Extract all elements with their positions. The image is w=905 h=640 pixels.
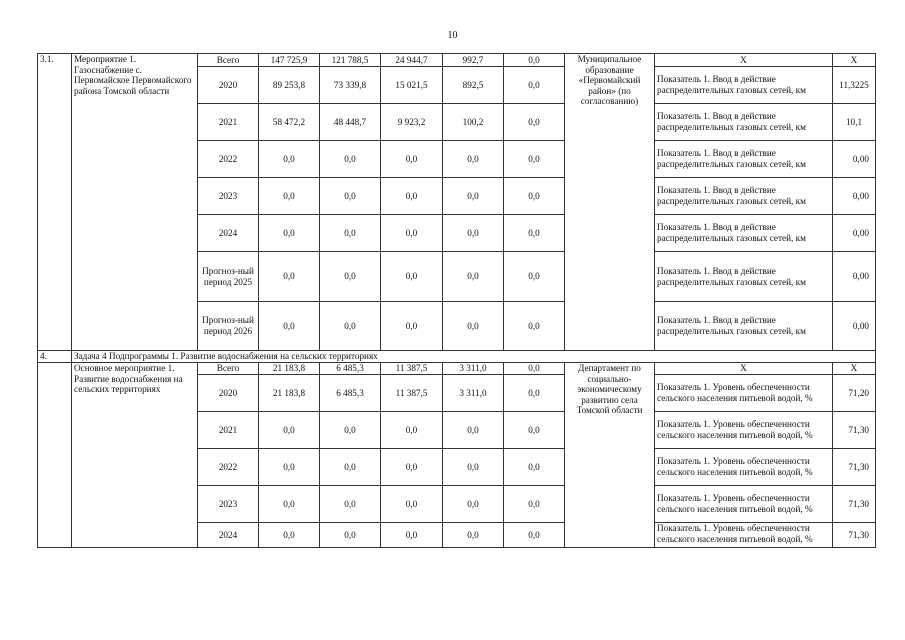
funding-cell: 0,0 (504, 486, 565, 523)
funding-cell: 0,0 (504, 412, 565, 449)
activity-name: Мероприятие 1. Газоснабжение с. Первомайское Первомайского района Томской области (72, 54, 198, 351)
indicator-value: 0,00 (833, 141, 876, 178)
funding-cell: 0,0 (320, 252, 381, 302)
funding-cell: 0,0 (504, 67, 565, 104)
funding-cell: 0,0 (443, 302, 504, 351)
funding-cell: 0,0 (443, 412, 504, 449)
activity-name: Основное мероприятие 1. Развитие водоснабжения на сельских территориях (72, 363, 198, 548)
total-cell: 0,0 (259, 178, 320, 215)
year-cell: 2023 (198, 486, 259, 523)
funding-cell: 0,0 (320, 486, 381, 523)
indicator-value: 71,30 (833, 449, 876, 486)
indicator-cell: Показатель 1. Уровень обеспеченности сельского населения питьевой водой, % (655, 375, 833, 412)
funding-cell: 0,0 (381, 449, 443, 486)
indicator-cell: Показатель 1. Уровень обеспеченности сельского населения питьевой водой, % (655, 449, 833, 486)
funding-cell: 0,0 (381, 486, 443, 523)
funding-cell: 0,0 (504, 215, 565, 252)
indicator-value: 0,00 (833, 215, 876, 252)
indicator-cell (655, 523, 833, 548)
indicator-value: 10,1 (833, 104, 876, 141)
funding-cell: 0,0 (504, 104, 565, 141)
funding-cell: 3 311,0 (443, 375, 504, 412)
indicator-cell: Показатель 1. Ввод в действие распределительных газовых сетей, км (655, 67, 833, 104)
funding-cell: 0,0 (381, 302, 443, 351)
funding-cell: 0,0 (320, 449, 381, 486)
year-cell: 2021 (198, 104, 259, 141)
year-cell: 2020 (198, 67, 259, 104)
total-cell: 0,0 (259, 449, 320, 486)
value-header: Х (833, 54, 876, 67)
funding-cell: 0,0 (443, 215, 504, 252)
funding-cell: 0,0 (320, 412, 381, 449)
funding-cell: 9 923,2 (381, 104, 443, 141)
funding-cell: 0,0 (320, 215, 381, 252)
total-cell: 147 725,9 (259, 54, 320, 67)
indicator-cell: Показатель 1. Уровень обеспеченности сельского населения питьевой водой, % (655, 486, 833, 523)
funding-cell: 0,0 (504, 178, 565, 215)
total-cell: 0,0 (259, 215, 320, 252)
funding-cell: 3 311,0 (443, 363, 504, 375)
year-cell: Всего (198, 363, 259, 375)
funding-cell: 11 387,5 (381, 363, 443, 375)
indicator-text: Показатель 1. Уровень обеспеченности сельского населения питьевой водой, % (657, 523, 813, 544)
funding-cell: 0,0 (443, 141, 504, 178)
year-cell: Прогноз-ный период 2025 (198, 252, 259, 302)
table-row (38, 351, 876, 363)
funding-cell: 0,0 (443, 523, 504, 548)
indicator-cell: Показатель 1. Ввод в действие распределительных газовых сетей, км (655, 178, 833, 215)
funding-cell: 0,0 (381, 178, 443, 215)
total-cell: 0,0 (259, 486, 320, 523)
year-cell: 2022 (198, 449, 259, 486)
row-number: 3.1. (38, 54, 72, 351)
executor-name: Муниципальное образование «Первомайский район» (по согласованию) (565, 54, 655, 351)
year-cell: Прогноз-ный период 2026 (198, 302, 259, 351)
indicator-value: 71,20 (833, 375, 876, 412)
funding-cell: 0,0 (381, 523, 443, 548)
task-number: 4. (38, 351, 72, 363)
year-cell: 2024 (198, 523, 259, 548)
funding-cell: 0,0 (504, 54, 565, 67)
indicator-value: 71,30 (833, 486, 876, 523)
year-cell: 2022 (198, 141, 259, 178)
funding-cell: 0,0 (320, 178, 381, 215)
indicator-value: 71,30 (833, 523, 876, 548)
funding-cell: 0,0 (504, 449, 565, 486)
row-number-empty (38, 363, 72, 548)
funding-cell: 11 387,5 (381, 375, 443, 412)
year-cell: 2023 (198, 178, 259, 215)
funding-cell: 0,0 (443, 178, 504, 215)
funding-cell: 73 339,8 (320, 67, 381, 104)
funding-cell: 0,0 (443, 449, 504, 486)
funding-cell: 0,0 (381, 252, 443, 302)
year-cell: Всего (198, 54, 259, 67)
funding-cell: 0,0 (504, 252, 565, 302)
page-number: 10 (447, 30, 458, 41)
funding-cell: 0,0 (504, 375, 565, 412)
funding-cell: 0,0 (320, 302, 381, 351)
funding-cell: 0,0 (443, 252, 504, 302)
total-cell: 89 253,8 (259, 67, 320, 104)
funding-cell: 892,5 (443, 67, 504, 104)
total-cell: 0,0 (259, 252, 320, 302)
funding-cell: 992,7 (443, 54, 504, 67)
funding-cell: 0,0 (381, 215, 443, 252)
task-title: Задача 4 Подпрограммы 1. Развитие водоснабжения на сельских территориях (72, 351, 876, 363)
total-cell: 0,0 (259, 141, 320, 178)
indicator-cell: Показатель 1. Ввод в действие распределительных газовых сетей, км (655, 302, 833, 351)
funding-cell: 0,0 (504, 363, 565, 375)
indicator-cell: Показатель 1. Ввод в действие распределительных газовых сетей, км (655, 141, 833, 178)
year-cell: 2021 (198, 412, 259, 449)
indicator-value: 0,00 (833, 178, 876, 215)
funding-cell: 0,0 (504, 523, 565, 548)
table-row (38, 54, 876, 67)
program-table (37, 53, 876, 548)
total-cell: 21 183,8 (259, 363, 320, 375)
table-row (38, 363, 876, 375)
indicator-cell: Показатель 1. Ввод в действие распределительных газовых сетей, км (655, 104, 833, 141)
total-cell: 0,0 (259, 302, 320, 351)
total-cell: 58 472,2 (259, 104, 320, 141)
year-cell: 2024 (198, 215, 259, 252)
funding-cell: 0,0 (381, 412, 443, 449)
funding-cell: 0,0 (320, 523, 381, 548)
funding-cell: 0,0 (504, 141, 565, 178)
year-cell: 2020 (198, 375, 259, 412)
funding-cell: 121 788,5 (320, 54, 381, 67)
indicator-cell: Показатель 1. Ввод в действие распределительных газовых сетей, км (655, 252, 833, 302)
indicator-cell: Показатель 1. Уровень обеспеченности сельского населения питьевой водой, % (655, 412, 833, 449)
funding-cell: 0,0 (504, 302, 565, 351)
executor-name: Департамент по социально-экономическому развитию села Томской области (565, 363, 655, 548)
indicator-value: 0,00 (833, 302, 876, 351)
total-cell: 0,0 (259, 523, 320, 548)
total-cell: 21 183,8 (259, 375, 320, 412)
indicator-header: Х (655, 54, 833, 67)
value-header: Х (833, 363, 876, 375)
funding-cell: 0,0 (443, 486, 504, 523)
funding-cell: 6 485,3 (320, 375, 381, 412)
funding-cell: 24 944,7 (381, 54, 443, 67)
indicator-value: 11,3225 (833, 67, 876, 104)
total-cell: 0,0 (259, 412, 320, 449)
funding-cell: 100,2 (443, 104, 504, 141)
indicator-cell: Показатель 1. Ввод в действие распределительных газовых сетей, км (655, 215, 833, 252)
funding-cell: 0,0 (381, 141, 443, 178)
funding-cell: 15 021,5 (381, 67, 443, 104)
funding-cell: 6 485,3 (320, 363, 381, 375)
funding-cell: 0,0 (320, 141, 381, 178)
funding-cell: 48 448,7 (320, 104, 381, 141)
indicator-header: Х (655, 363, 833, 375)
indicator-value: 71,30 (833, 412, 876, 449)
indicator-value: 0,00 (833, 252, 876, 302)
